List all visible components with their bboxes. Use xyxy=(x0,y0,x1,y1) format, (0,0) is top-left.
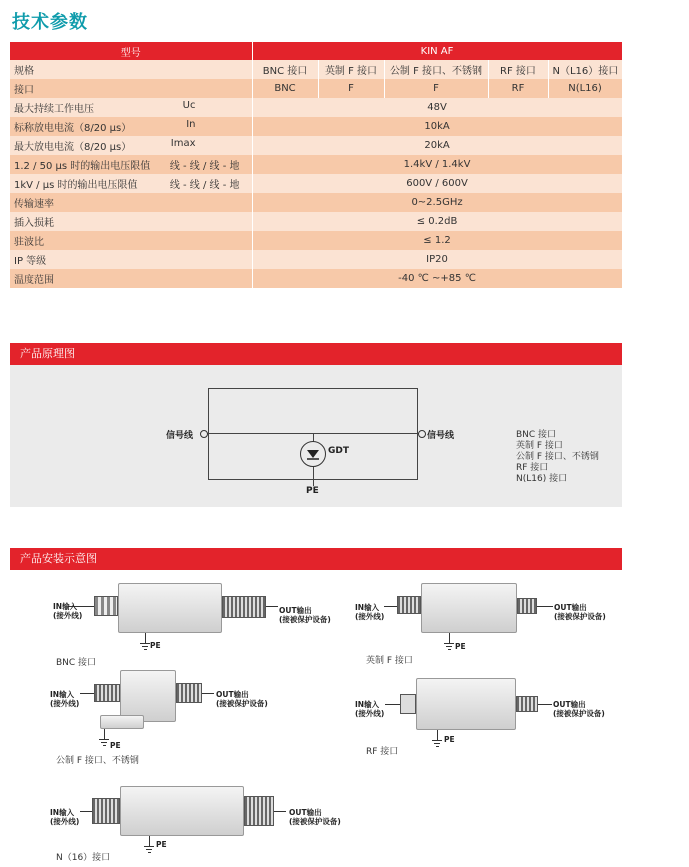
cell: ≤ 0.2dB xyxy=(252,212,622,231)
wire xyxy=(385,704,400,705)
terminal-left-icon xyxy=(200,430,208,438)
table-row xyxy=(10,174,622,193)
pe-label: PE xyxy=(306,486,319,496)
terminal-right-icon xyxy=(418,430,426,438)
row-label: IP 等级 xyxy=(10,250,252,269)
row-label: 驻波比 xyxy=(10,231,252,250)
table-row xyxy=(10,269,622,288)
cell: IP20 xyxy=(252,250,622,269)
n-in-connector-icon xyxy=(92,798,120,824)
table-row xyxy=(10,79,622,98)
table-row xyxy=(10,155,622,174)
cell: 20kA xyxy=(252,136,622,155)
row-label: 规格 xyxy=(10,60,252,79)
n-device-icon xyxy=(120,786,244,836)
table-header-row xyxy=(10,42,622,60)
caption-n16: N（16）接口 xyxy=(56,853,111,863)
rf-device-icon xyxy=(416,678,516,730)
wire xyxy=(538,704,552,705)
ground-icon xyxy=(444,643,454,649)
legend-item: RF 接口 xyxy=(516,463,549,473)
out-label: OUT输出 (接被保护设备) xyxy=(554,603,606,621)
cell: BNC xyxy=(252,79,318,98)
caption-bnc: BNC 接口 xyxy=(56,658,97,668)
metric-f-out-connector-icon xyxy=(176,683,202,703)
interface-legend xyxy=(516,430,599,485)
pe-label: PE xyxy=(156,840,167,849)
row-symbol: Uc xyxy=(182,100,196,111)
cell: F xyxy=(384,79,488,98)
wire xyxy=(437,730,438,740)
row-label: 温度范围 xyxy=(10,269,252,288)
wire xyxy=(384,606,397,607)
ground-icon xyxy=(99,739,109,745)
n-out-connector-icon xyxy=(244,796,274,826)
out-label: OUT输出 (接被保护设备) xyxy=(289,808,341,826)
pe-label: PE xyxy=(110,741,121,750)
wire xyxy=(149,836,150,846)
cell: 10kA xyxy=(252,117,622,136)
spec-table xyxy=(10,42,623,288)
wire xyxy=(449,633,450,643)
legend-item: 公制 F 接口、不锈钢 xyxy=(516,452,599,462)
bnc-in-connector-icon xyxy=(94,596,118,616)
cell: 600V / 600V xyxy=(252,174,622,193)
cell: 48V xyxy=(252,98,622,117)
pe-label: PE xyxy=(455,642,466,651)
row-label: 最大放电电流（8/20 μs） xyxy=(14,142,132,153)
cell: 英制 F 接口 xyxy=(318,60,384,79)
cell: -40 ℃ ~+85 ℃ xyxy=(252,269,622,288)
wire xyxy=(80,811,92,812)
wire xyxy=(104,729,105,739)
row-label: 最大持续工作电压 xyxy=(14,104,94,115)
caption-imperial-f: 英制 F 接口 xyxy=(366,656,413,666)
cell: BNC 接口 xyxy=(252,60,318,79)
caption-metric-f: 公制 F 接口、不锈钢 xyxy=(56,756,139,766)
row-symbol: In xyxy=(186,119,196,130)
table-row xyxy=(10,250,622,269)
wire xyxy=(145,633,146,643)
in-label: IN输入 (接外线) xyxy=(50,690,80,708)
cell: F xyxy=(318,79,384,98)
pe-label: PE xyxy=(150,641,161,650)
cell: 1.4kV / 1.4kV xyxy=(252,155,622,174)
cell: RF 接口 xyxy=(488,60,548,79)
wire xyxy=(537,606,553,607)
out-label: OUT输出 (接被保护设备) xyxy=(279,606,331,624)
ground-icon xyxy=(140,643,150,649)
out-label: OUT输出 (接被保护设备) xyxy=(553,700,605,718)
page-title: 技术参数 xyxy=(12,12,88,33)
table-row xyxy=(10,60,622,79)
f-in-connector-icon xyxy=(397,596,421,614)
legend-item: BNC 接口 xyxy=(516,430,557,440)
wire xyxy=(274,811,286,812)
gdt-label: GDT xyxy=(328,446,349,456)
in-label: IN输入 (接外线) xyxy=(50,808,80,826)
signal-label-right: 信号线 xyxy=(427,431,455,441)
table-row xyxy=(10,117,622,136)
ground-icon xyxy=(432,740,442,746)
rf-in-connector-icon xyxy=(400,694,416,714)
cell: 公制 F 接口、不锈钢 xyxy=(384,60,488,79)
row-symbol: 线 - 线 / 线 - 地 xyxy=(169,180,240,191)
bnc-device-icon xyxy=(118,583,222,633)
row-label: 传输速率 xyxy=(10,193,252,212)
row-label: 接口 xyxy=(10,79,252,98)
cell: 0~2.5GHz xyxy=(252,193,622,212)
rf-out-connector-icon xyxy=(516,696,538,712)
out-label: OUT输出 (接被保护设备) xyxy=(216,690,268,708)
wire xyxy=(80,693,94,694)
table-row xyxy=(10,231,622,250)
table-row xyxy=(10,136,622,155)
row-symbol: 线 - 线 / 线 - 地 xyxy=(169,161,240,172)
table-row xyxy=(10,193,622,212)
row-symbol: Imax xyxy=(170,138,196,149)
row-label: 插入损耗 xyxy=(10,212,252,231)
row-label: 1.2 / 50 μs 时的输出电压限值 xyxy=(14,161,151,172)
caption-rf: RF 接口 xyxy=(366,747,399,757)
f-out-connector-icon xyxy=(517,598,537,614)
cell: N(L16) xyxy=(548,79,622,98)
signal-label-left: 信号线 xyxy=(166,431,194,441)
pe-label: PE xyxy=(444,735,455,744)
metric-f-in-connector-icon xyxy=(94,684,120,702)
cell: ≤ 1.2 xyxy=(252,231,622,250)
wire xyxy=(266,606,278,607)
gdt-icon xyxy=(300,441,326,467)
install-section-title: 产品安装示意图 xyxy=(10,548,622,570)
table-row xyxy=(10,212,622,231)
model-label: 型号 xyxy=(10,42,252,60)
row-label: 1kV / μs 时的输出电压限值 xyxy=(14,180,138,191)
legend-item: N(L16) 接口 xyxy=(516,474,568,484)
signal-line xyxy=(205,433,423,434)
metric-f-bracket-icon xyxy=(100,715,144,729)
ground-icon xyxy=(144,846,154,852)
model-value: KIN AF xyxy=(252,42,622,60)
wire xyxy=(202,693,214,694)
cell: RF xyxy=(488,79,548,98)
table-row xyxy=(10,98,622,117)
legend-item: 英制 F 接口 xyxy=(516,441,563,451)
cell: N（L16）接口 xyxy=(548,60,622,79)
in-label: IN输入 (接外线) xyxy=(355,603,385,621)
in-label: IN输入 (接外线) xyxy=(355,700,385,718)
bnc-out-connector-icon xyxy=(222,596,266,618)
row-label: 标称放电电流（8/20 μs） xyxy=(14,123,132,134)
in-label: IN输入 (接外线) xyxy=(53,602,83,620)
principle-section-title: 产品原理图 xyxy=(10,343,622,365)
f-device-icon xyxy=(421,583,517,633)
